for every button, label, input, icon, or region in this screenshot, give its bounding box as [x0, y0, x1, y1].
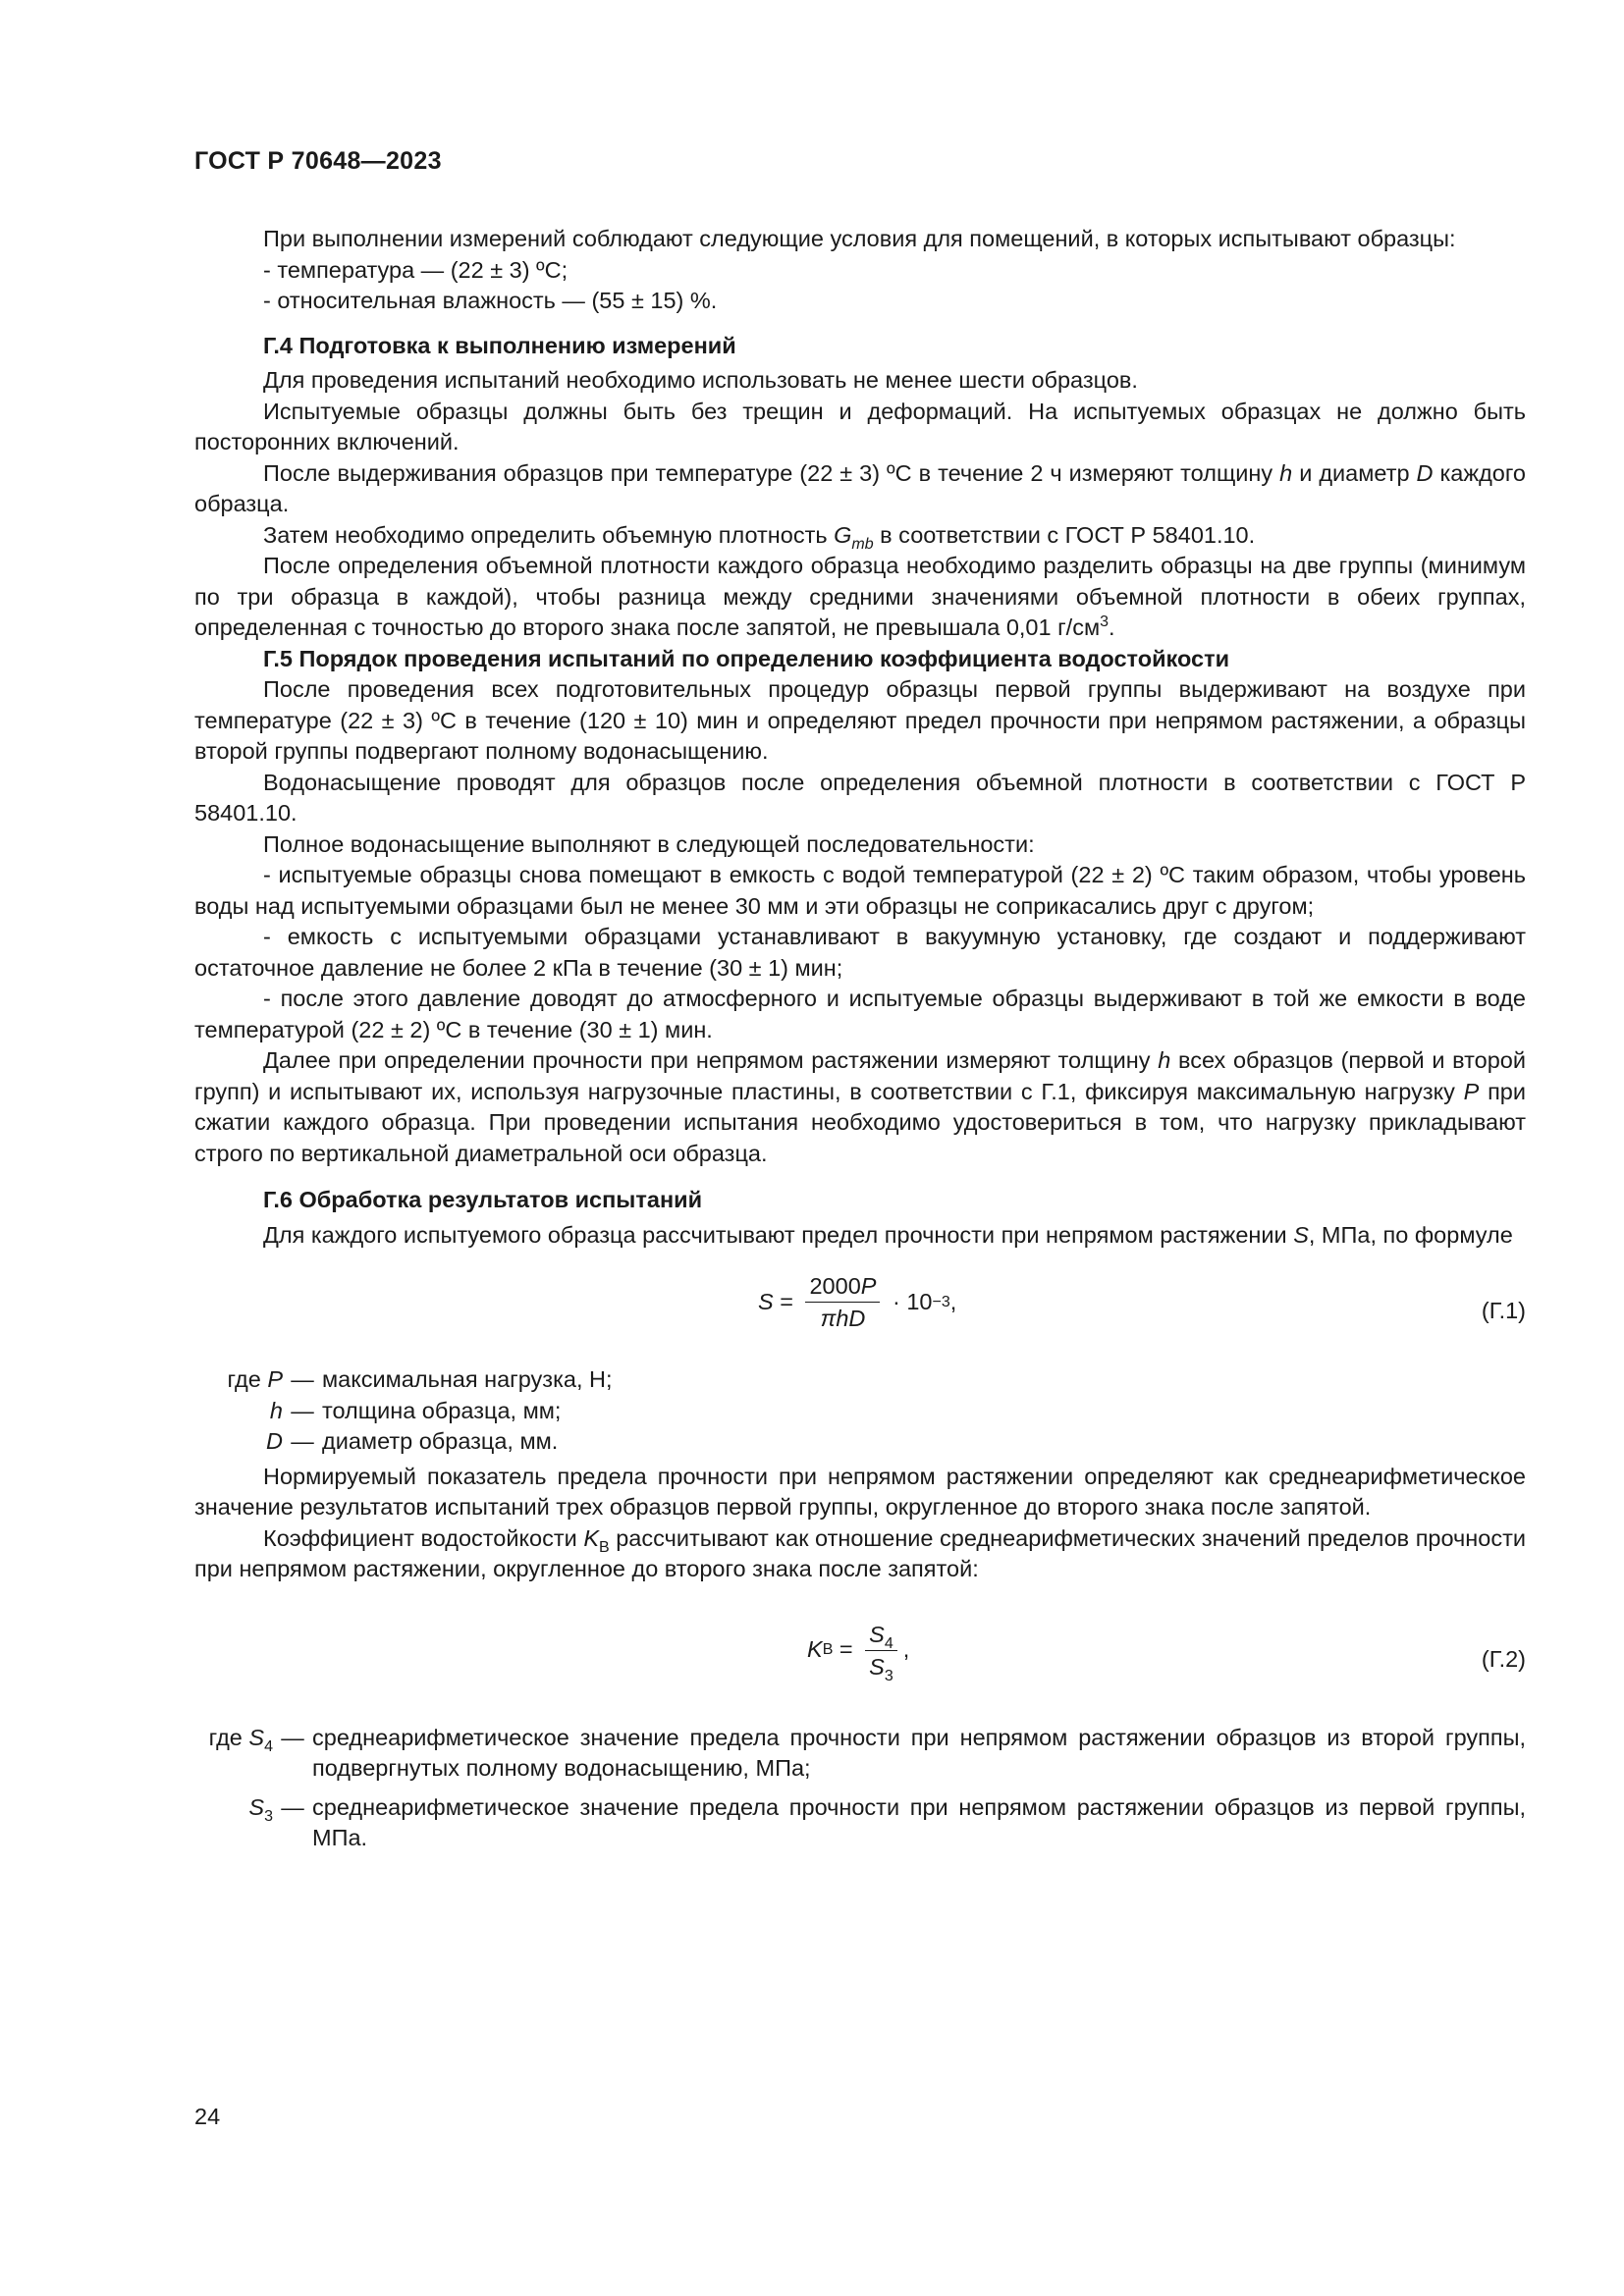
g5-paragraph-4: Далее при определении прочности при непрямом растяжении измеряют толщину h всех образцов (первой и второй групп) и испытывают их, используя нагрузочные пластины, в соответствии с Г.1, фиксируя максимальную нагрузку P при сжатии каждого образца. При проведении испытания необходимо удостовериться в том, что нагрузку прикладывают строго по вертикальной диаметральной оси образца. [194, 1047, 1527, 1166]
formula-g1-fraction: $\frac{2000P}{\text{πhD}}$ [805, 1272, 880, 1332]
formula-g1-number: (Г.1) [1481, 1298, 1526, 1323]
formula-g1 [194, 1272, 1526, 1353]
formula-g1-where-list [194, 1364, 1526, 1458]
formula-g2 [194, 1621, 1526, 1703]
g6-paragraph-3: Коэффициент водостойкости $K_В$ рассчитывают как отношение среднеарифметических значений пределов прочности при непрямом растяжении, округленное до второго знака после запятой: [194, 1524, 1526, 1581]
condition-humidity: - относительная влажность — (55 ± 15) %. [263, 288, 718, 313]
formula-g2-expression: K В = $\frac{S_4}{S_3}$ , [807, 1621, 910, 1684]
g5-paragraph-1: После проведения всех подготовительных процедур образцы первой группы выдерживают на воздухе при температуре (22 ± 3) ºС в течение (120 ± 10) мин и определяют предел прочности при непрямом растяжении, а образцы второй группы подвергают полному водонасыщению. [194, 676, 1526, 764]
section-g4-heading: Г.4 Подготовка к выполнению измерений [263, 332, 736, 358]
g6-paragraph-2: Нормируемый показатель предела прочности при непрямом растяжении определяют как среднеарифметическое значение результатов испытаний трех образцов первой группы, округленное до второго знака после запятой. [194, 1463, 1526, 1520]
g5-bullet-3: - после этого давление доводят до атмосферного и испытуемые образцы выдерживают в той же емкости в воде температурой (22 ± 2) ºС в течение (30 ± 1) мин. [194, 986, 1526, 1042]
g5-paragraph-2: Водонасыщение проводят для образцов после определения объемной плотности в соответствии с ГОСТ Р 58401.10. [194, 769, 1526, 826]
g4-paragraph-4: Затем необходимо определить объемную плотность $G_{mb}$ в соответствии с ГОСТ Р 58401.10. [263, 521, 1256, 553]
conditions-intro: При выполнении измерений соблюдают следующие условия для помещений, в которых испытывают образцы: [263, 226, 1456, 251]
page-number: 24 [194, 2104, 221, 2129]
where-item-S3: $S_3$ — среднеарифметическое значение предела прочности при непрямом растяжении образцов из первой группы, МПа. [248, 1793, 1526, 1850]
section-g5-heading: Г.5 Порядок проведения испытаний по определению коэффициента водостойкости [263, 645, 1230, 671]
g5-paragraph-3: Полное водонасыщение выполняют в следующей последовательности: [263, 830, 1035, 857]
formula-g2-fraction: $\frac{S_4}{S_3}$ [865, 1621, 897, 1681]
g5-bullet-2: - емкость с испытуемыми образцами устанавливают в вакуумную установку, где создают и поддерживают остаточное давление не более 2 кПа в течение (30 ± 1) мин; [194, 924, 1526, 981]
g4-paragraph-3: После выдерживания образцов при температуре (22 ± 3) ºС в течение 2 ч измеряют толщину h и диаметр D каждого образца. [194, 459, 1527, 516]
where-item-h: h — толщина образца, мм; [269, 1397, 562, 1423]
g6-paragraph-1: Для каждого испытуемого образца рассчитывают предел прочности при непрямом растяжении S, МПа, по формуле [263, 1221, 1513, 1248]
where-item-P: где P — максимальная нагрузка, Н; [227, 1366, 613, 1392]
formula-g1-expression: S = $\frac{2000P}{\text{πhD}}$ · 10 −3 , [758, 1273, 957, 1331]
formula-g2-number: (Г.2) [1481, 1645, 1526, 1672]
formula-g2-where-list [194, 1723, 1526, 1854]
where-item-S4: где $S_4$ — среднеарифметическое значение предела прочности при непрямом растяжении образцов из второй группы, подвергнутых полному водонасыщению, МПа; [208, 1724, 1526, 1781]
g5-bullet-1: - испытуемые образцы снова помещают в емкость с водой температурой (22 ± 2) ºС таким образом, чтобы уровень воды над испытуемыми образцами был не менее 30 мм и эти образцы не соприкасались друг с другом; [194, 862, 1526, 919]
g4-paragraph-1: Для проведения испытаний необходимо использовать не менее шести образцов. [263, 367, 1138, 393]
document-code-header: ГОСТ Р 70648—2023 [194, 147, 442, 175]
page-content [194, 224, 1526, 1854]
condition-temperature: - температура — (22 ± 3) ºС; [263, 256, 568, 283]
g4-paragraph-2: Испытуемые образцы должны быть без трещин и деформаций. На испытуемых образцах не должно быть посторонних включений. [194, 398, 1526, 454]
g4-paragraph-5: После определения объемной плотности каждого образца необходимо разделить образцы на две группы (минимум по три образца в каждой), чтобы разница между средними значениями объемной плотности в обеих группах, определенная с точностью до второго знака после запятой, не превышала 0,01 $г/см^3$. [194, 553, 1526, 640]
section-g6-heading: Г.6 Обработка результатов испытаний [263, 1187, 703, 1212]
where-item-D: D — диаметр образца, мм. [266, 1428, 559, 1454]
